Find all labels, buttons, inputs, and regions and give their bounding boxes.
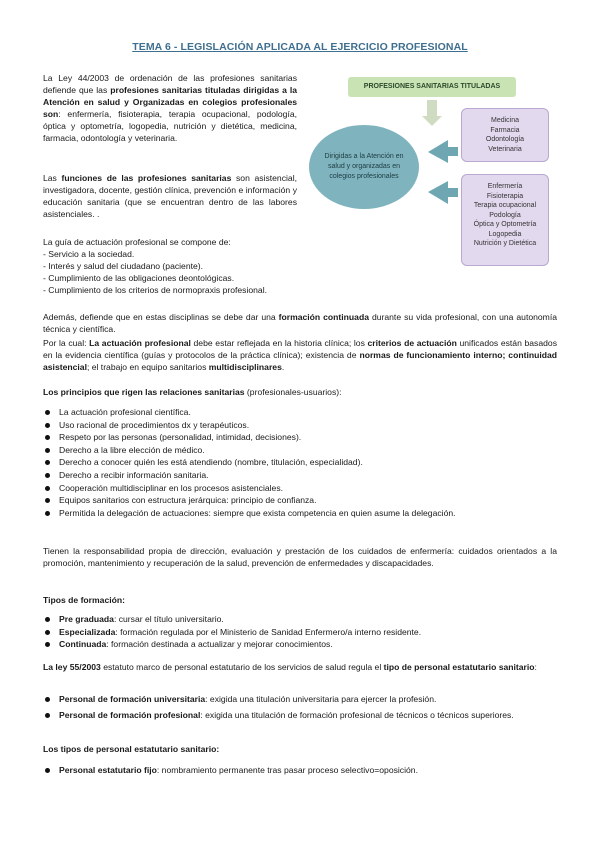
guide-item: - Cumplimiento de los criterios de normopraxis profesional.: [43, 285, 268, 295]
diagram-box-2: [461, 174, 549, 266]
diagram-center-oval: Dirigidas a la Atención en salud y organizadas en colegios profesionales: [309, 125, 419, 209]
guide-item: - Interés y salud del ciudadano (paciente).: [43, 261, 204, 271]
principle-item: Derecho a recibir información sanitaria.: [43, 469, 557, 482]
law55-paragraph: La ley 55/2003 estatuto marco de personal estatutario de los servicios de salud regula el tipo de personal estatutario sanitario:: [43, 662, 537, 672]
staff-formation-item: Personal de formación universitaria: exigida una titulación universitaria para ejercer la profesión.: [43, 693, 557, 706]
intro-paragraph-1: La Ley 44/2003 de ordenación de las profesiones sanitarias defiende que las profesiones sanitarias tituladas dirigidas a la Atención en salud y Organizadas en colegios profesionales son: enfermería, fisioterapia, terapia ocupacional, podología, óptica y optometría, logopedia, nutrición y dietética, medicina, farmacia, odontología y veterinaria.: [43, 73, 298, 143]
box1-item: Farmacia: [490, 126, 520, 134]
staff-types-list: [43, 764, 557, 777]
principle-item: Respeto por las personas (personalidad, intimidad, decisiones).: [43, 431, 557, 444]
box2-item: Logopedia: [488, 230, 522, 238]
guide-item: - Cumplimiento de las obligaciones deontológicas.: [43, 273, 235, 283]
training-paragraph: Además, defiende que en estas disciplinas se debe dar una formación continuada durante su vida profesional, con una autonomía técnica y científica.: [43, 312, 557, 334]
box2-item: Nutrición y Dietética: [473, 240, 537, 247]
principle-item: Permitida la delegación de actuaciones: siempre que exista competencia en quien asume la delegación.: [43, 507, 557, 520]
responsibility-paragraph: Tienen la responsabilidad propia de dirección, evaluación y prestación de los cuidados de enfermería: cuidados orientados a la promoción, mantenimiento y recuperación de la salud, prevención de enfermedades y discapacidades.: [43, 546, 557, 568]
principle-item: La actuación profesional científica.: [43, 406, 557, 419]
principles-title: Los principios que rigen las relaciones sanitarias (profesionales-usuarios):: [43, 387, 342, 397]
formation-item: Pre graduada: cursar el título universitario.: [43, 613, 557, 626]
box1-item: Medicina: [490, 117, 519, 124]
principle-item: Derecho a la libre elección de médico.: [43, 444, 557, 457]
box1-item: Odontología: [485, 136, 525, 143]
guide-block: [43, 236, 333, 296]
principle-item: Cooperación multidisciplinar en los procesos asistenciales.: [43, 482, 557, 495]
page-title: TEMA 6 - LEGISLACIÓN APLICADA AL EJERCICIO PROFESIONAL: [132, 41, 468, 53]
principle-item: Derecho a conocer quién les está atendiendo (nombre, titulación, especialidad).: [43, 456, 557, 469]
box2-item: Fisioterapia: [486, 192, 524, 200]
arrow-to-box2: [428, 181, 458, 204]
intro-paragraph-2: Las funciones de las profesiones sanitarias son asistencial, investigadora, docente, gestión clínica, prevención e información y educación sanitaria (que se encuentran dentro de las labores asistenciales. .: [43, 173, 297, 219]
law55-list: [43, 693, 557, 721]
box1-item: Veterinaria: [488, 145, 522, 153]
arrow-from-header: [422, 100, 442, 126]
box2-item: Óptica y Optometría: [473, 221, 537, 228]
formation-types-title: Tipos de formación:: [43, 595, 125, 605]
formation-item: Especializada: formación regulada por el Ministerio de Sanidad Enfermero/a interno residente.: [43, 626, 557, 639]
staff-formation-item: Personal de formación profesional: exigida una titulación de formación profesional de técnicos o técnicos superiores.: [43, 709, 557, 722]
diagram-header: PROFESIONES SANITARIAS TITULADAS: [348, 77, 516, 97]
principles-list: [43, 406, 557, 519]
staff-type-item: Personal estatutario fijo: nombramiento permanente tras pasar proceso selectivo=oposición.: [43, 764, 557, 777]
diagram-box-1: [461, 108, 549, 162]
formation-types-list: [43, 613, 557, 651]
arrow-to-box1: [428, 140, 458, 163]
guide-title: La guía de actuación profesional se compone de:: [43, 237, 231, 247]
actuation-paragraph: Por la cual: La actuación profesional debe estar reflejada en la historia clínica; los criterios de actuación unificados están basados en la evidencia científica (guías y protocolos de la práctica clínica); existencia de normas de funcionamiento interno; continuidad asistencial; el trabajo en equipo sanitarios multidisciplinares.: [43, 338, 557, 372]
principle-item: Uso racional de procedimientos dx y terapéuticos.: [43, 419, 557, 432]
box2-item: Enfermería: [487, 183, 523, 190]
guide-item: - Servicio a la sociedad.: [43, 249, 135, 259]
box2-item: Podología: [489, 211, 521, 219]
staff-types-title: Los tipos de personal estatutario sanitario:: [43, 744, 220, 754]
box2-item: Terapia ocupacional: [473, 202, 537, 209]
formation-item: Continuada: formación destinada a actualizar y mejorar conocimientos.: [43, 638, 557, 651]
principle-item: Equipos sanitarios con estructura jerárquica: principio de confianza.: [43, 494, 557, 507]
